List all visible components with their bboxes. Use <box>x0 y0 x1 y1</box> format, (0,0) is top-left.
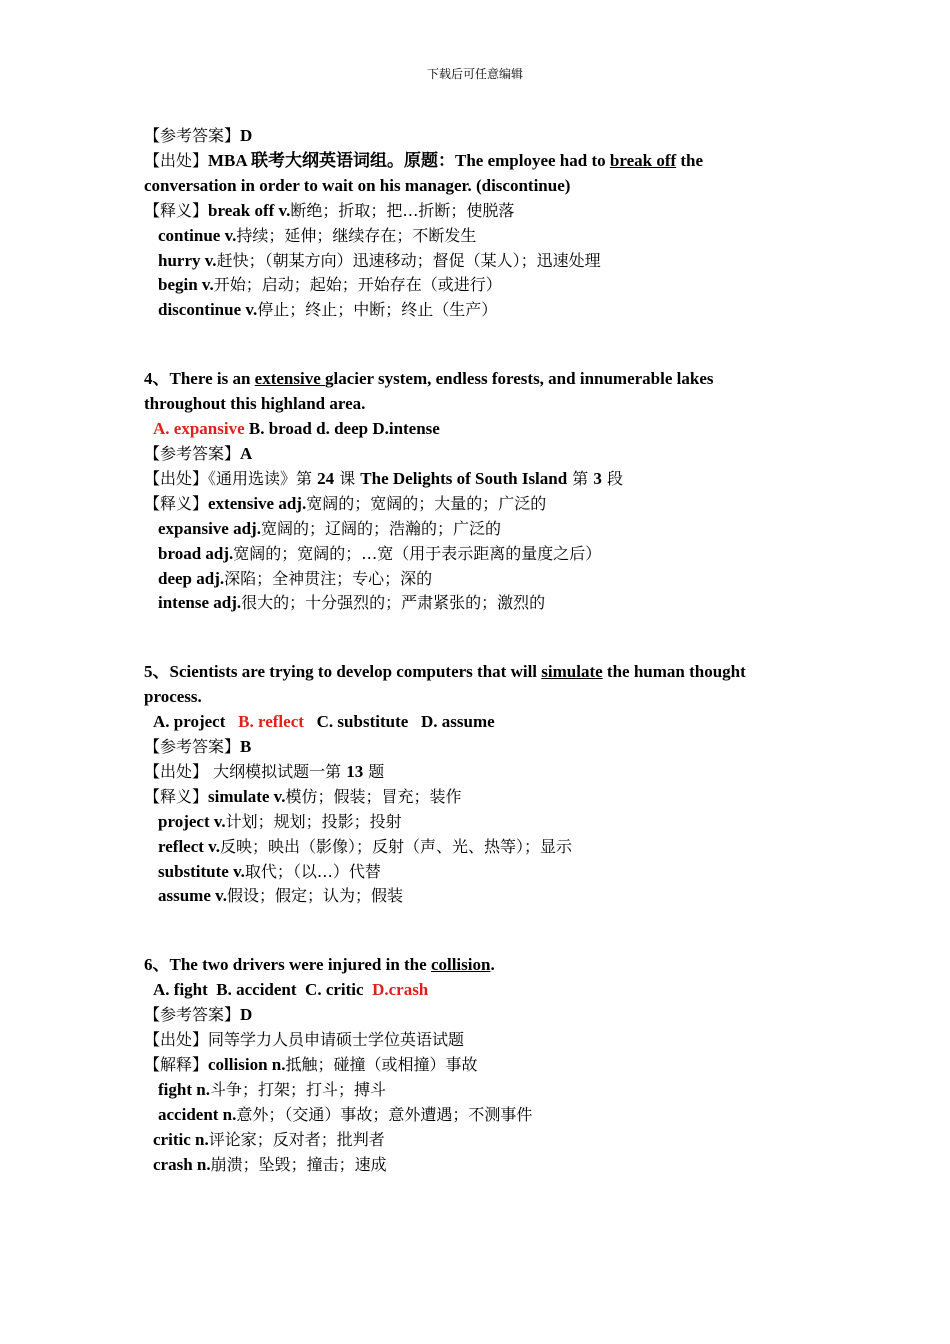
page-header: 下载后可任意编辑 <box>426 67 523 81</box>
q3-source-line2: conversation in order to wait on his manager. (discontinue) <box>144 175 571 195</box>
q5-source: 【出处】 大纲模拟试题一第 13 题 <box>144 761 385 781</box>
q4-question-line2: throughout this highland area. <box>144 394 366 414</box>
q3-meaning-5: discontinue v.停止；终止；中断；终止（生产） <box>158 300 498 320</box>
q6-meaning-3: accident n.意外；（交通）事故；意外遭遇；不测事件 <box>158 1104 533 1124</box>
q4-question: 4、There is an extensive glacier system, endless forests, and innumerable lakes <box>144 369 714 389</box>
document-body <box>144 124 824 1178</box>
q5-meaning-5: assume v.假设；假定；认为；假装 <box>158 886 403 906</box>
q3-meaning-2: continue v.持续；延伸；继续存在；不断发生 <box>158 225 477 245</box>
q3-meaning: 【释义】break off v.断绝；折取；把…折断；使脱落 <box>144 200 515 220</box>
q6-answer: 【参考答案】D <box>144 1005 253 1025</box>
q6-meaning: 【解释】collision n.抵触；碰撞（或相撞）事故 <box>144 1055 478 1074</box>
q4-correct-option: A. expansive <box>153 419 245 439</box>
q4-meaning-3: broad adj.宽阔的；宽阔的；…宽（用于表示距离的量度之后） <box>158 543 602 563</box>
q3-meaning-3: hurry v.赶快；（朝某方向）迅速移动；督促（某人）；迅速处理 <box>158 250 601 270</box>
q5-meaning: 【释义】simulate v.模仿；假装；冒充；装作 <box>144 786 462 806</box>
q3-answer: 【参考答案】D <box>144 126 253 145</box>
q5-correct-option: B. reflect <box>238 712 304 732</box>
q6-meaning-2: fight n.斗争；打架；打斗；搏斗 <box>158 1079 386 1099</box>
q4-meaning: 【释义】extensive adj.宽阔的；宽阔的；大量的；广泛的 <box>144 493 547 513</box>
q4-meaning-4: deep adj.深陷；全神贯注；专心；深的 <box>158 568 433 588</box>
q4-answer: 【参考答案】A <box>144 443 253 463</box>
q6-source: 【出处】同等学力人员申请硕士学位英语试题 <box>144 1030 465 1050</box>
q4-meaning-5: intense adj.很大的；十分强烈的；严肃紧张的；激烈的 <box>158 593 546 613</box>
q6-meaning-4: critic n.评论家；反对者；批判者 <box>153 1129 385 1149</box>
q5-answer: 【参考答案】B <box>144 737 252 757</box>
q5-meaning-2: project v.计划；规划；投影；投射 <box>158 811 402 831</box>
q4-options: A. expansive B. broad d. deep D.intense <box>153 419 440 439</box>
q6-question: 6、The two drivers were injured in the collision. <box>144 955 495 975</box>
q5-question-line2: process. <box>144 687 202 707</box>
q5-meaning-3: reflect v.反映；映出（影像）；反射（声、光、热等）；显示 <box>158 836 572 856</box>
spacer <box>144 616 824 660</box>
q5-question: 5、Scientists are trying to develop computers that will simulate the human thought <box>144 662 746 682</box>
spacer <box>144 323 824 367</box>
q5-options: A. project B. reflect C. substitute D. assume <box>153 712 495 732</box>
q3-source: 【出处】MBA 联考大纲英语词组。原题：The employee had to break off the <box>144 150 704 170</box>
q4-meaning-2: expansive adj.宽阔的；辽阔的；浩瀚的；广泛的 <box>158 518 501 538</box>
q6-options: A. fight B. accident C. critic D.crash <box>153 980 429 1000</box>
q6-correct-option: D.crash <box>372 980 429 1000</box>
q6-meaning-5: crash n.崩溃；坠毁；撞击；速成 <box>153 1154 387 1174</box>
q5-meaning-4: substitute v.取代；（以…）代替 <box>158 861 381 881</box>
q4-source: 【出处】《通用选读》第 24 课 The Delights of South Island 第 3 段 <box>144 468 623 488</box>
spacer <box>144 909 824 953</box>
q3-meaning-4: begin v.开始；启动；起始；开始存在（或进行） <box>158 275 502 295</box>
